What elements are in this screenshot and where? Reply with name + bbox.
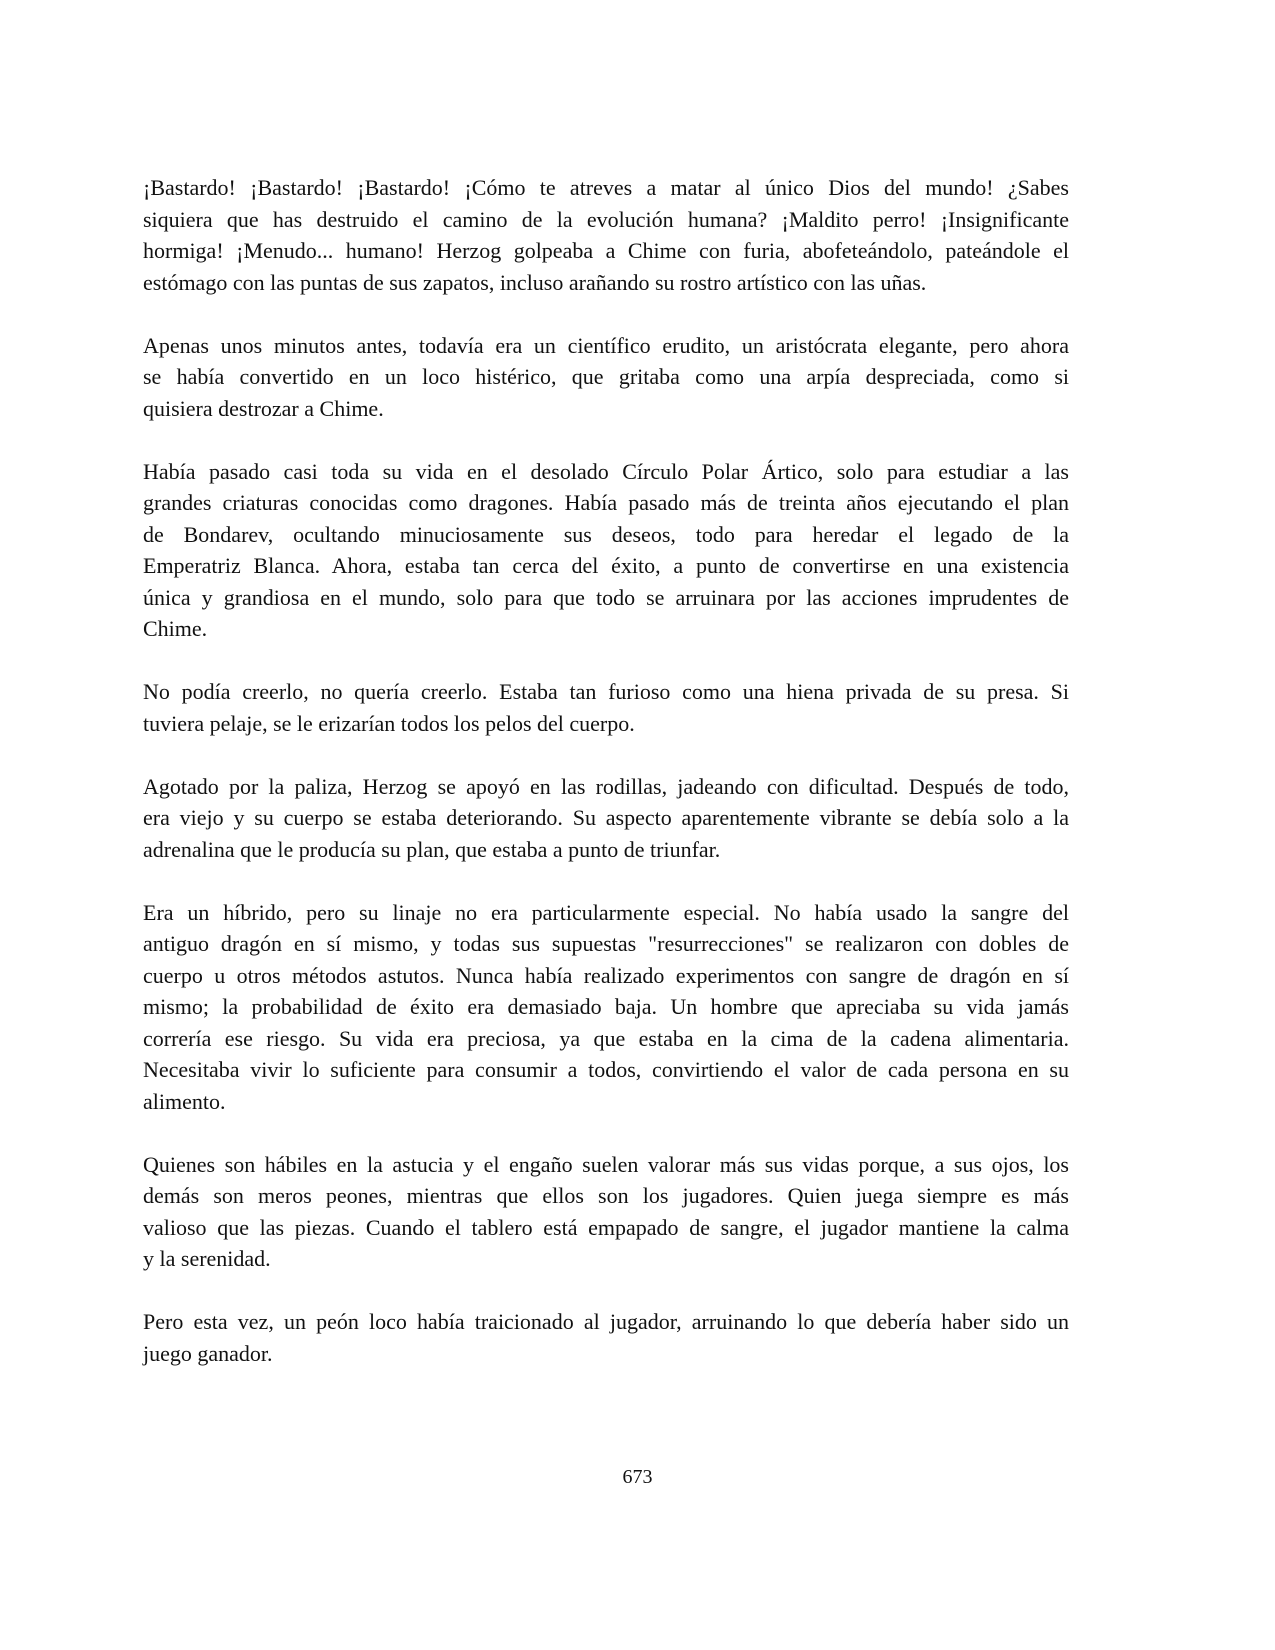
text-line: única y grandiosa en el mundo, solo para que todo se arruinara por las acciones imprudentes de: [143, 584, 1069, 610]
paragraph: [143, 771, 1069, 866]
text-line: siquiera que has destruido el camino de la evolución humana? ¡Maldito perro! ¡Insignificante: [143, 206, 1069, 232]
text-line: estómago con las puntas de sus zapatos, incluso arañando su rostro artístico con las uñas.: [143, 269, 927, 295]
text-line: Necesitaba vivir lo suficiente para consumir a todos, convirtiendo el valor de cada persona en su: [143, 1057, 1069, 1082]
text-line: ¡Bastardo! ¡Bastardo! ¡Bastardo! ¡Cómo te atreves a matar al único Dios del mundo! ¿Sabes: [143, 175, 1069, 200]
paragraph: [143, 897, 1069, 1118]
text-line: Había pasado casi toda su vida en el desolado Círculo Polar Ártico, solo para estudiar a las: [143, 458, 1069, 484]
text-line: y la serenidad.: [143, 1246, 271, 1271]
page-number: 673: [622, 1466, 653, 1488]
text-line: Chime.: [143, 616, 208, 641]
text-line: antiguo dragón en sí mismo, y todas sus supuestas "resurrecciones" se realizaron con dobles de: [143, 931, 1069, 956]
paragraph: [143, 330, 1069, 425]
text-line: juego ganador.: [143, 1340, 273, 1366]
paragraph: [143, 172, 1069, 298]
text-line: Pero esta vez, un peón loco había traicionado al jugador, arruinando lo que debería haber sido un: [143, 1309, 1069, 1334]
text-line: alimento.: [143, 1088, 226, 1114]
text-line: Era un híbrido, pero su linaje no era particularmente especial. No había usado la sangre del: [143, 899, 1069, 925]
text-line: cuerpo u otros métodos astutos. Nunca había realizado experimentos con sangre de dragón en sí: [143, 962, 1069, 988]
paragraph: [143, 1306, 1069, 1369]
text-line: se había convertido en un loco histérico, que gritaba como una arpía despreciada, como si: [143, 364, 1069, 389]
text-line: valioso que las piezas. Cuando el tablero está empapado de sangre, el jugador mantiene la calma: [143, 1214, 1069, 1240]
text-line: grandes criaturas conocidas como dragones. Había pasado más de treinta años ejecutando el plan: [143, 490, 1069, 515]
text-line: Agotado por la paliza, Herzog se apoyó en las rodillas, jadeando con dificultad. Después de todo,: [143, 773, 1069, 799]
paragraph: [143, 676, 1069, 739]
text-line: Quienes son hábiles en la astucia y el engaño suelen valorar más sus vidas porque, a sus ojos, los: [143, 1151, 1069, 1177]
text-line: adrenalina que le producía su plan, que estaba a punto de triunfar.: [143, 836, 721, 862]
text-line: Emperatriz Blanca. Ahora, estaba tan cerca del éxito, a punto de convertirse en una existencia: [143, 553, 1069, 578]
text-line: de Bondarev, ocultando minuciosamente sus deseos, todo para heredar el legado de la: [143, 521, 1069, 547]
text-line: quisiera destrozar a Chime.: [143, 395, 384, 421]
paragraph: [143, 456, 1069, 645]
text-line: Apenas unos minutos antes, todavía era un científico erudito, un aristócrata elegante, pero ahora: [143, 332, 1069, 358]
text-line: hormiga! ¡Menudo... humano! Herzog golpeaba a Chime con furia, abofeteándolo, pateándole el: [143, 238, 1069, 263]
text-line: tuviera pelaje, se le erizarían todos los pelos del cuerpo.: [143, 710, 635, 736]
text-line: demás son meros peones, mientras que ellos son los jugadores. Quien juega siempre es más: [143, 1183, 1069, 1208]
page-body: [143, 172, 1069, 1401]
text-line: mismo; la probabilidad de éxito era demasiado baja. Un hombre que apreciaba su vida jamás: [143, 994, 1069, 1019]
text-line: era viejo y su cuerpo se estaba deteriorando. Su aspecto aparentemente vibrante se debía solo a la: [143, 805, 1069, 830]
text-line: No podía creerlo, no quería creerlo. Estaba tan furioso como una hiena privada de su presa. Si: [143, 679, 1069, 704]
paragraph: [143, 1149, 1069, 1275]
text-line: correría ese riesgo. Su vida era preciosa, ya que estaba en la cima de la cadena alimentaria.: [143, 1025, 1069, 1051]
